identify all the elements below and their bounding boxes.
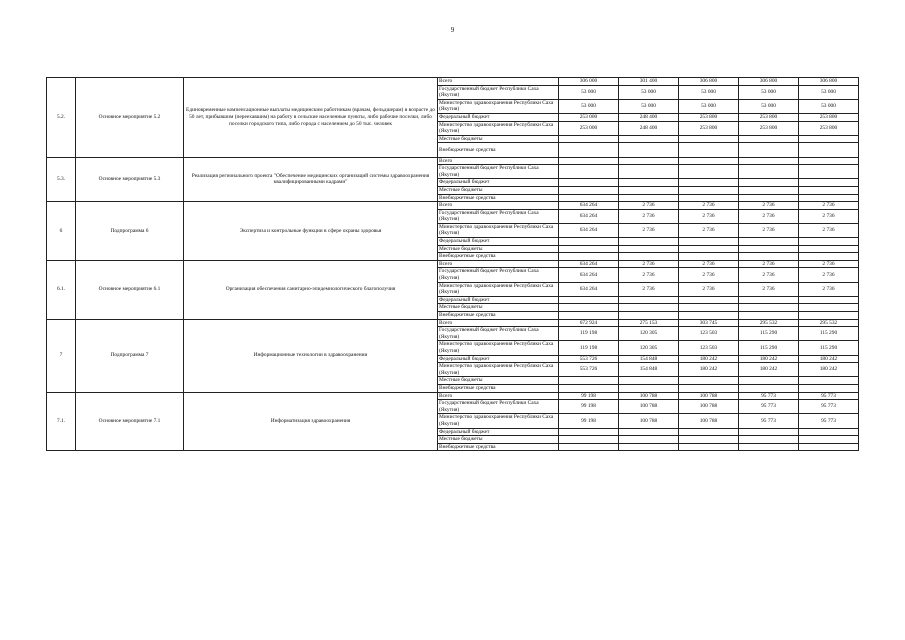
amount-cell: 120 305 bbox=[619, 341, 679, 355]
amount-cell: 53 000 bbox=[619, 85, 679, 99]
amount-cell: 553 726 bbox=[559, 355, 619, 363]
amount-cell: 95 773 bbox=[739, 392, 799, 400]
amount-cell bbox=[559, 304, 619, 312]
amount-cell: 672 924 bbox=[559, 319, 619, 327]
funding-source: Государственный бюджет Республики Саха (Якутия) bbox=[438, 400, 559, 414]
amount-cell bbox=[739, 143, 799, 157]
amount-cell: 2 736 bbox=[679, 209, 739, 223]
amount-cell bbox=[619, 312, 679, 320]
amount-cell bbox=[799, 135, 859, 143]
program-description: Информатизация здравоохранения bbox=[184, 392, 438, 451]
amount-cell: 2 736 bbox=[619, 260, 679, 268]
amount-cell bbox=[559, 443, 619, 451]
amount-cell bbox=[619, 157, 679, 165]
amount-cell: 2 736 bbox=[679, 223, 739, 237]
amount-cell: 253 000 bbox=[559, 113, 619, 121]
amount-cell bbox=[739, 165, 799, 179]
amount-cell: 99 198 bbox=[559, 392, 619, 400]
amount-cell bbox=[559, 165, 619, 179]
amount-cell bbox=[619, 179, 679, 187]
amount-cell bbox=[799, 312, 859, 320]
funding-source: Местные бюджеты bbox=[438, 377, 559, 385]
amount-cell: 53 000 bbox=[619, 99, 679, 113]
amount-cell: 634 264 bbox=[559, 223, 619, 237]
amount-cell: 253 800 bbox=[739, 113, 799, 121]
amount-cell: 2 736 bbox=[619, 268, 679, 282]
amount-cell bbox=[619, 377, 679, 385]
amount-cell bbox=[679, 253, 739, 261]
amount-cell bbox=[799, 296, 859, 304]
amount-cell bbox=[739, 179, 799, 187]
amount-cell: 53 000 bbox=[799, 99, 859, 113]
amount-cell bbox=[679, 135, 739, 143]
program-name: Подпрограмма 6 bbox=[76, 202, 184, 261]
amount-cell: 275 153 bbox=[619, 319, 679, 327]
program-name: Основное мероприятие 5.2 bbox=[76, 78, 184, 158]
amount-cell bbox=[799, 186, 859, 194]
amount-cell: 95 773 bbox=[739, 400, 799, 414]
funding-source: Министерство здравоохранения Республики Саха (Якутия) bbox=[438, 121, 559, 135]
amount-cell bbox=[679, 179, 739, 187]
funding-source: Министерство здравоохранения Республики Саха (Якутия) bbox=[438, 282, 559, 296]
amount-cell bbox=[559, 312, 619, 320]
funding-source: Внебюджетные средства bbox=[438, 443, 559, 451]
amount-cell: 248 400 bbox=[619, 121, 679, 135]
amount-cell bbox=[559, 428, 619, 436]
amount-cell: 2 736 bbox=[739, 260, 799, 268]
amount-cell: 154 848 bbox=[619, 363, 679, 377]
amount-cell bbox=[619, 135, 679, 143]
amount-cell bbox=[559, 253, 619, 261]
row-number: 7.1. bbox=[47, 392, 76, 451]
amount-cell bbox=[739, 428, 799, 436]
amount-cell bbox=[619, 238, 679, 246]
amount-cell: 2 736 bbox=[799, 282, 859, 296]
row-number: 5.2. bbox=[47, 78, 76, 158]
amount-cell bbox=[739, 296, 799, 304]
amount-cell: 95 773 bbox=[739, 414, 799, 428]
amount-cell: 634 264 bbox=[559, 209, 619, 223]
amount-cell bbox=[799, 238, 859, 246]
program-description: Организация обеспечения санитарно-эпидемиологического благополучия bbox=[184, 260, 438, 319]
amount-cell: 2 736 bbox=[799, 268, 859, 282]
amount-cell bbox=[619, 304, 679, 312]
amount-cell bbox=[739, 436, 799, 444]
amount-cell bbox=[559, 436, 619, 444]
funding-source: Внебюджетные средства bbox=[438, 194, 559, 202]
table-row bbox=[47, 157, 859, 165]
amount-cell: 253 000 bbox=[559, 121, 619, 135]
funding-source: Министерство здравоохранения Республики Саха (Якутия) bbox=[438, 341, 559, 355]
amount-cell: 2 736 bbox=[739, 202, 799, 210]
amount-cell: 119 198 bbox=[559, 341, 619, 355]
amount-cell: 180 242 bbox=[739, 363, 799, 377]
amount-cell bbox=[679, 436, 739, 444]
amount-cell: 154 848 bbox=[619, 355, 679, 363]
amount-cell bbox=[679, 428, 739, 436]
amount-cell: 53 000 bbox=[559, 99, 619, 113]
amount-cell bbox=[799, 253, 859, 261]
funding-source: Местные бюджеты bbox=[438, 135, 559, 143]
funding-source: Всего bbox=[438, 392, 559, 400]
amount-cell: 306 800 bbox=[799, 78, 859, 86]
amount-cell: 2 736 bbox=[799, 223, 859, 237]
amount-cell: 99 198 bbox=[559, 414, 619, 428]
amount-cell: 2 736 bbox=[739, 268, 799, 282]
amount-cell: 634 264 bbox=[559, 202, 619, 210]
amount-cell bbox=[739, 253, 799, 261]
funding-source: Всего bbox=[438, 319, 559, 327]
amount-cell: 115 290 bbox=[739, 341, 799, 355]
amount-cell bbox=[619, 436, 679, 444]
amount-cell: 2 736 bbox=[619, 209, 679, 223]
amount-cell bbox=[799, 194, 859, 202]
amount-cell: 180 242 bbox=[679, 355, 739, 363]
amount-cell bbox=[559, 238, 619, 246]
amount-cell: 100 788 bbox=[679, 400, 739, 414]
amount-cell bbox=[739, 186, 799, 194]
amount-cell: 100 788 bbox=[619, 392, 679, 400]
program-name: Основное мероприятие 6.1 bbox=[76, 260, 184, 319]
amount-cell: 303 745 bbox=[679, 319, 739, 327]
amount-cell bbox=[559, 377, 619, 385]
funding-source: Местные бюджеты bbox=[438, 186, 559, 194]
amount-cell: 115 290 bbox=[799, 327, 859, 341]
amount-cell bbox=[619, 296, 679, 304]
funding-table-body bbox=[47, 78, 859, 451]
funding-source: Федеральный бюджет bbox=[438, 179, 559, 187]
amount-cell: 53 000 bbox=[679, 85, 739, 99]
amount-cell bbox=[739, 443, 799, 451]
amount-cell bbox=[739, 238, 799, 246]
amount-cell: 180 242 bbox=[679, 363, 739, 377]
amount-cell bbox=[559, 179, 619, 187]
amount-cell bbox=[559, 135, 619, 143]
amount-cell bbox=[739, 157, 799, 165]
funding-source: Внебюджетные средства bbox=[438, 312, 559, 320]
amount-cell: 634 264 bbox=[559, 260, 619, 268]
amount-cell bbox=[799, 179, 859, 187]
row-number: 6.1. bbox=[47, 260, 76, 319]
funding-source: Всего bbox=[438, 78, 559, 86]
funding-source: Всего bbox=[438, 202, 559, 210]
amount-cell: 123 503 bbox=[679, 327, 739, 341]
table-row bbox=[47, 78, 859, 86]
amount-cell: 100 788 bbox=[679, 414, 739, 428]
amount-cell: 53 000 bbox=[679, 99, 739, 113]
amount-cell bbox=[619, 194, 679, 202]
funding-source: Местные бюджеты bbox=[438, 245, 559, 253]
amount-cell: 2 736 bbox=[799, 202, 859, 210]
amount-cell: 2 736 bbox=[619, 223, 679, 237]
program-description: Экспертиза и контрольные функции в сфере охраны здоровья bbox=[184, 202, 438, 261]
amount-cell: 2 736 bbox=[799, 260, 859, 268]
amount-cell: 253 800 bbox=[739, 121, 799, 135]
amount-cell: 53 000 bbox=[739, 85, 799, 99]
amount-cell bbox=[799, 143, 859, 157]
amount-cell: 53 000 bbox=[559, 85, 619, 99]
funding-source: Государственный бюджет Республики Саха (Якутия) bbox=[438, 268, 559, 282]
amount-cell bbox=[679, 238, 739, 246]
amount-cell: 2 736 bbox=[679, 202, 739, 210]
funding-source: Местные бюджеты bbox=[438, 436, 559, 444]
funding-source: Федеральный бюджет bbox=[438, 296, 559, 304]
amount-cell: 180 242 bbox=[799, 363, 859, 377]
funding-source: Всего bbox=[438, 157, 559, 165]
amount-cell bbox=[559, 157, 619, 165]
funding-source: Государственный бюджет Республики Саха (Якутия) bbox=[438, 327, 559, 341]
amount-cell bbox=[739, 312, 799, 320]
amount-cell: 553 726 bbox=[559, 363, 619, 377]
amount-cell: 95 773 bbox=[799, 400, 859, 414]
amount-cell: 2 736 bbox=[739, 223, 799, 237]
amount-cell: 248 400 bbox=[619, 113, 679, 121]
funding-source: Государственный бюджет Республики Саха (Якутия) bbox=[438, 165, 559, 179]
amount-cell: 634 264 bbox=[559, 268, 619, 282]
program-name: Подпрограмма 7 bbox=[76, 319, 184, 392]
amount-cell: 253 800 bbox=[679, 121, 739, 135]
amount-cell bbox=[619, 428, 679, 436]
program-description: Единовременные компенсационные выплаты медицинским работникам (врачам, фельдшерам) в возрасте до 50 лет, прибывшим (переехавшим) на работу в сельские населенные пункты, либо рабочие поселки, либо поселки городского типа, либо города с населением до 50 тыс. человек bbox=[184, 78, 438, 158]
amount-cell bbox=[679, 296, 739, 304]
amount-cell bbox=[619, 384, 679, 392]
funding-source: Министерство здравоохранения Республики Саха (Якутия) bbox=[438, 99, 559, 113]
amount-cell bbox=[799, 384, 859, 392]
amount-cell: 180 242 bbox=[799, 355, 859, 363]
amount-cell: 306 800 bbox=[679, 78, 739, 86]
amount-cell: 95 773 bbox=[799, 392, 859, 400]
amount-cell bbox=[739, 384, 799, 392]
page-number: 9 bbox=[450, 26, 455, 34]
amount-cell: 253 800 bbox=[799, 121, 859, 135]
amount-cell bbox=[559, 186, 619, 194]
amount-cell bbox=[679, 157, 739, 165]
amount-cell: 306 800 bbox=[739, 78, 799, 86]
amount-cell bbox=[739, 304, 799, 312]
funding-source: Федеральный бюджет bbox=[438, 428, 559, 436]
amount-cell bbox=[679, 304, 739, 312]
row-number: 7 bbox=[47, 319, 76, 392]
funding-source: Министерство здравоохранения Республики Саха (Якутия) bbox=[438, 363, 559, 377]
funding-source: Федеральный бюджет bbox=[438, 355, 559, 363]
funding-source: Местные бюджеты bbox=[438, 304, 559, 312]
amount-cell: 100 788 bbox=[619, 400, 679, 414]
funding-source: Государственный бюджет Республики Саха (Якутия) bbox=[438, 209, 559, 223]
amount-cell: 2 736 bbox=[679, 268, 739, 282]
program-description: Реализация регионального проекта "Обеспечение медицинских организаций системы здравоохранения квалифицированными кадрами" bbox=[184, 157, 438, 202]
amount-cell bbox=[619, 165, 679, 179]
amount-cell bbox=[799, 304, 859, 312]
amount-cell: 53 000 bbox=[739, 99, 799, 113]
amount-cell bbox=[679, 186, 739, 194]
amount-cell: 306 000 bbox=[559, 78, 619, 86]
amount-cell bbox=[619, 443, 679, 451]
row-number: 6 bbox=[47, 202, 76, 261]
amount-cell: 53 000 bbox=[799, 85, 859, 99]
amount-cell bbox=[679, 377, 739, 385]
funding-source: Федеральный бюджет bbox=[438, 113, 559, 121]
amount-cell: 2 736 bbox=[739, 209, 799, 223]
amount-cell bbox=[799, 245, 859, 253]
amount-cell: 253 800 bbox=[679, 113, 739, 121]
amount-cell bbox=[739, 194, 799, 202]
funding-source: Внебюджетные средства bbox=[438, 384, 559, 392]
funding-source: Государственный бюджет Республики Саха (Якутия) bbox=[438, 85, 559, 99]
amount-cell bbox=[799, 428, 859, 436]
funding-table bbox=[46, 77, 859, 451]
amount-cell bbox=[559, 194, 619, 202]
table-row bbox=[47, 392, 859, 400]
amount-cell bbox=[559, 143, 619, 157]
amount-cell bbox=[619, 245, 679, 253]
funding-source: Министерство здравоохранения Республики Саха (Якутия) bbox=[438, 223, 559, 237]
funding-source: Внебюджетные средства bbox=[438, 253, 559, 261]
amount-cell bbox=[559, 245, 619, 253]
row-number: 5.3. bbox=[47, 157, 76, 202]
amount-cell: 120 305 bbox=[619, 327, 679, 341]
amount-cell: 115 290 bbox=[739, 327, 799, 341]
amount-cell bbox=[739, 377, 799, 385]
amount-cell: 95 773 bbox=[799, 414, 859, 428]
funding-source: Всего bbox=[438, 260, 559, 268]
table-row bbox=[47, 319, 859, 327]
amount-cell: 180 242 bbox=[739, 355, 799, 363]
amount-cell bbox=[679, 143, 739, 157]
amount-cell bbox=[679, 384, 739, 392]
amount-cell: 301 400 bbox=[619, 78, 679, 86]
amount-cell: 2 736 bbox=[679, 282, 739, 296]
amount-cell: 2 736 bbox=[619, 202, 679, 210]
amount-cell: 123 503 bbox=[679, 341, 739, 355]
amount-cell bbox=[559, 384, 619, 392]
amount-cell bbox=[559, 296, 619, 304]
amount-cell: 253 800 bbox=[799, 113, 859, 121]
amount-cell bbox=[679, 443, 739, 451]
amount-cell: 119 198 bbox=[559, 327, 619, 341]
funding-source: Федеральный бюджет bbox=[438, 238, 559, 246]
amount-cell: 100 788 bbox=[619, 414, 679, 428]
amount-cell: 115 290 bbox=[799, 341, 859, 355]
amount-cell: 295 532 bbox=[799, 319, 859, 327]
amount-cell: 99 198 bbox=[559, 400, 619, 414]
amount-cell bbox=[739, 135, 799, 143]
table-row bbox=[47, 260, 859, 268]
amount-cell bbox=[679, 165, 739, 179]
amount-cell bbox=[619, 186, 679, 194]
amount-cell bbox=[619, 143, 679, 157]
amount-cell: 2 736 bbox=[739, 282, 799, 296]
table-row bbox=[47, 202, 859, 210]
program-name: Основное мероприятие 7.1 bbox=[76, 392, 184, 451]
amount-cell: 100 788 bbox=[679, 392, 739, 400]
program-name: Основное мероприятие 5.3 bbox=[76, 157, 184, 202]
amount-cell: 2 736 bbox=[619, 282, 679, 296]
amount-cell bbox=[799, 443, 859, 451]
amount-cell: 2 736 bbox=[799, 209, 859, 223]
amount-cell: 634 264 bbox=[559, 282, 619, 296]
amount-cell: 295 532 bbox=[739, 319, 799, 327]
amount-cell bbox=[799, 165, 859, 179]
amount-cell bbox=[619, 253, 679, 261]
amount-cell bbox=[679, 312, 739, 320]
funding-source: Министерство здравоохранения Республики Саха (Якутия) bbox=[438, 414, 559, 428]
funding-source: Внебюджетные средства bbox=[438, 143, 559, 157]
program-description: Информационные технологии в здравоохранении bbox=[184, 319, 438, 392]
amount-cell bbox=[679, 194, 739, 202]
amount-cell bbox=[799, 157, 859, 165]
amount-cell bbox=[679, 245, 739, 253]
amount-cell: 2 736 bbox=[679, 260, 739, 268]
amount-cell bbox=[799, 436, 859, 444]
amount-cell bbox=[799, 377, 859, 385]
amount-cell bbox=[739, 245, 799, 253]
